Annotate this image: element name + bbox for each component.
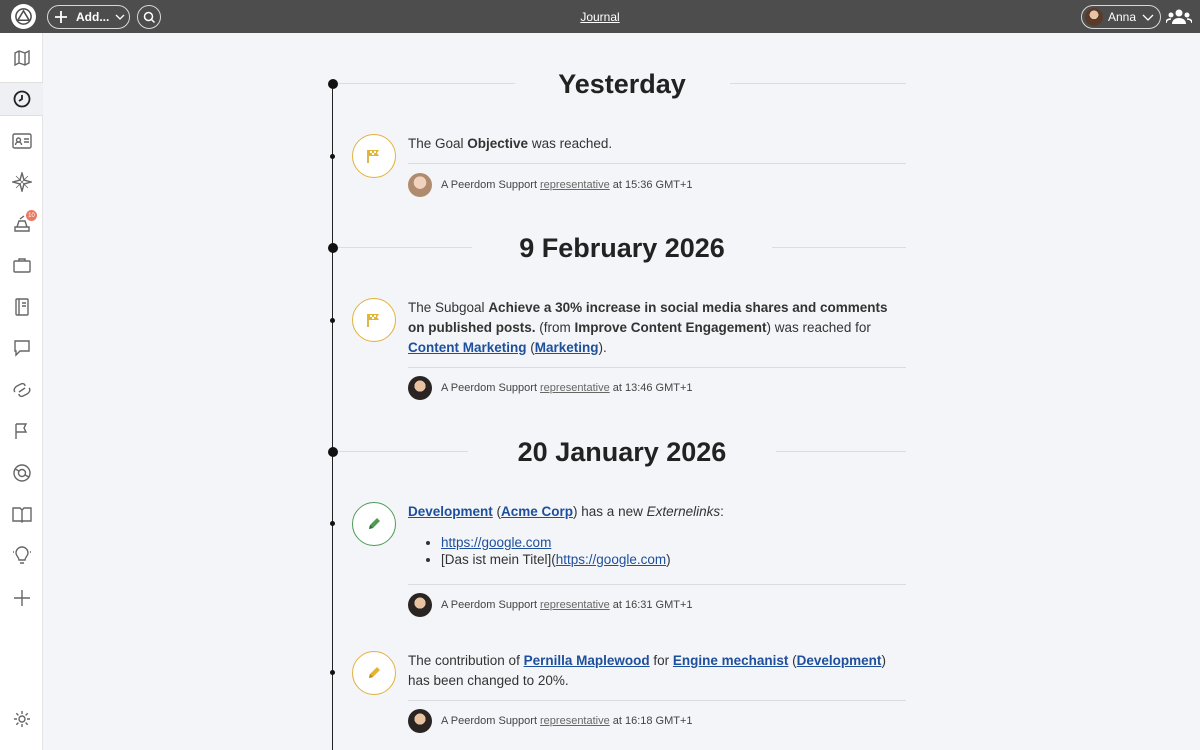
event-meta: A Peerdom Support representative at 13:46 GMT+1: [408, 376, 906, 400]
plus-icon: [13, 589, 31, 607]
event-text: The Goal Objective was reached.: [408, 136, 613, 151]
timeline-section-dot: [328, 447, 338, 457]
pencil-icon: [366, 665, 382, 681]
notification-badge: 10: [26, 210, 37, 221]
sidebar-item-expand[interactable]: [0, 743, 43, 750]
representative-link[interactable]: representative: [540, 179, 610, 191]
sidebar-item-chat[interactable]: [0, 331, 43, 365]
event-divider: [408, 700, 906, 701]
sidebar-item-ideas[interactable]: [0, 539, 43, 573]
timeline-section-dot: [328, 243, 338, 253]
sidebar-item-goals[interactable]: [0, 414, 43, 448]
event-icon: [352, 298, 396, 342]
flag-icon: [366, 312, 382, 328]
sidebar-item-library[interactable]: [0, 497, 43, 531]
timeline-event-dot: [330, 670, 335, 675]
map-icon: [13, 49, 31, 67]
timeline-event-dot: [330, 154, 335, 159]
goal-name: Objective: [467, 136, 529, 151]
sidebar-item-target[interactable]: [0, 456, 43, 490]
role-link[interactable]: Development: [408, 504, 493, 519]
top-bar: [0, 0, 1200, 33]
avatar[interactable]: [408, 709, 432, 733]
person-link[interactable]: Pernilla Maplewood: [523, 653, 650, 668]
sidebar-item-roles[interactable]: [0, 248, 43, 282]
search-icon: [143, 11, 156, 24]
timeline-line: [332, 83, 333, 750]
external-link[interactable]: https://google.com: [441, 535, 552, 550]
representative-link[interactable]: representative: [540, 715, 610, 727]
sidebar-item-explore[interactable]: [0, 165, 43, 199]
add-button[interactable]: [47, 5, 130, 29]
compass-icon: [12, 172, 32, 192]
peerdom-logo-icon[interactable]: [11, 4, 36, 29]
briefcase-icon: [13, 257, 31, 273]
role-link[interactable]: Content Marketing: [408, 340, 527, 355]
gear-icon: [13, 710, 31, 728]
avatar[interactable]: [408, 593, 432, 617]
circle-link[interactable]: Development: [796, 653, 882, 668]
sidebar: [0, 33, 43, 750]
sidebar-item-people[interactable]: [0, 124, 43, 158]
timeline-section-dot: [328, 79, 338, 89]
list-item: • [Das ist mein Titel](https://google.com): [441, 551, 906, 568]
user-menu-button[interactable]: [1081, 5, 1161, 29]
date-header-label: 9 February 2026: [499, 233, 745, 263]
external-links-list: [441, 534, 906, 568]
link-icon: [12, 381, 32, 399]
event-text: Development (Acme Corp) has a new Externelinks: • https://google.com • [Das ist mein Titel](https://google.com): [408, 502, 906, 568]
event-text: The Subgoal Achieve a 30% increase in social media shares and comments on published posts. (from Improve Content Engagement) was reached for Content Marketing (Marketing).: [408, 300, 888, 355]
timeline-event-dot: [330, 521, 335, 526]
role-link[interactable]: Engine mechanist: [672, 653, 789, 668]
avatar: [1085, 8, 1103, 26]
sidebar-item-journal[interactable]: [0, 82, 43, 116]
date-header: [338, 437, 906, 467]
event-meta: A Peerdom Support representative at 16:31 GMT+1: [408, 593, 906, 617]
date-header: [338, 233, 906, 263]
event-icon: [352, 651, 396, 695]
list-item: [441, 534, 906, 551]
circle-link[interactable]: Acme Corp: [501, 504, 574, 519]
sidebar-item-notebook[interactable]: [0, 290, 43, 324]
event-meta: A Peerdom Support representative at 16:18 GMT+1: [408, 709, 906, 733]
sidebar-item-add[interactable]: [0, 581, 43, 615]
chevron-down-icon: [115, 10, 125, 24]
user-name: Anna: [1108, 10, 1137, 24]
representative-link[interactable]: representative: [540, 599, 610, 611]
add-button-label: Add...: [76, 10, 110, 24]
representative-link[interactable]: representative: [540, 382, 610, 394]
date-header-label: Yesterday: [538, 69, 706, 99]
clock-icon: [13, 90, 31, 108]
avatar[interactable]: [408, 173, 432, 197]
external-link[interactable]: https://google.com: [555, 552, 667, 567]
subgoal-name: Achieve a 30% increase in social media shares and comments on published posts.: [408, 300, 888, 335]
event-meta: A Peerdom Support representative at 15:36 GMT+1: [408, 173, 906, 197]
event-icon: [352, 502, 396, 546]
chat-icon: [13, 339, 31, 357]
sidebar-item-map[interactable]: [0, 41, 43, 75]
event-text: The contribution of Pernilla Maplewood for Engine mechanist (Development) has been changed to 20%.: [408, 653, 886, 688]
timeline-event-dot: [330, 318, 335, 323]
event-icon: [352, 134, 396, 178]
event-divider: [408, 367, 906, 368]
date-header: [338, 69, 906, 99]
sidebar-item-inbox[interactable]: [0, 207, 43, 241]
circle-link[interactable]: Marketing: [534, 340, 599, 355]
flag-icon: [366, 148, 382, 164]
search-button[interactable]: [137, 5, 161, 29]
lightbulb-icon: [13, 546, 31, 566]
target-icon: [12, 463, 32, 483]
id-card-icon: [12, 133, 32, 149]
pencil-icon: [366, 516, 382, 532]
sidebar-item-links[interactable]: [0, 373, 43, 407]
sidebar-item-settings[interactable]: [0, 702, 43, 736]
book-icon: [12, 505, 32, 523]
date-header-label: 20 January 2026: [498, 437, 747, 467]
flag-icon: [14, 422, 30, 440]
event-divider: [408, 163, 906, 164]
chevron-down-icon: [1142, 10, 1154, 24]
event-divider: [408, 584, 906, 585]
notebook-icon: [14, 298, 30, 316]
goal-name: Improve Content Engagement: [574, 320, 767, 335]
team-icon[interactable]: [1166, 7, 1192, 32]
page-title[interactable]: Journal: [580, 10, 620, 24]
plus-icon: [52, 8, 70, 26]
avatar[interactable]: [408, 376, 432, 400]
